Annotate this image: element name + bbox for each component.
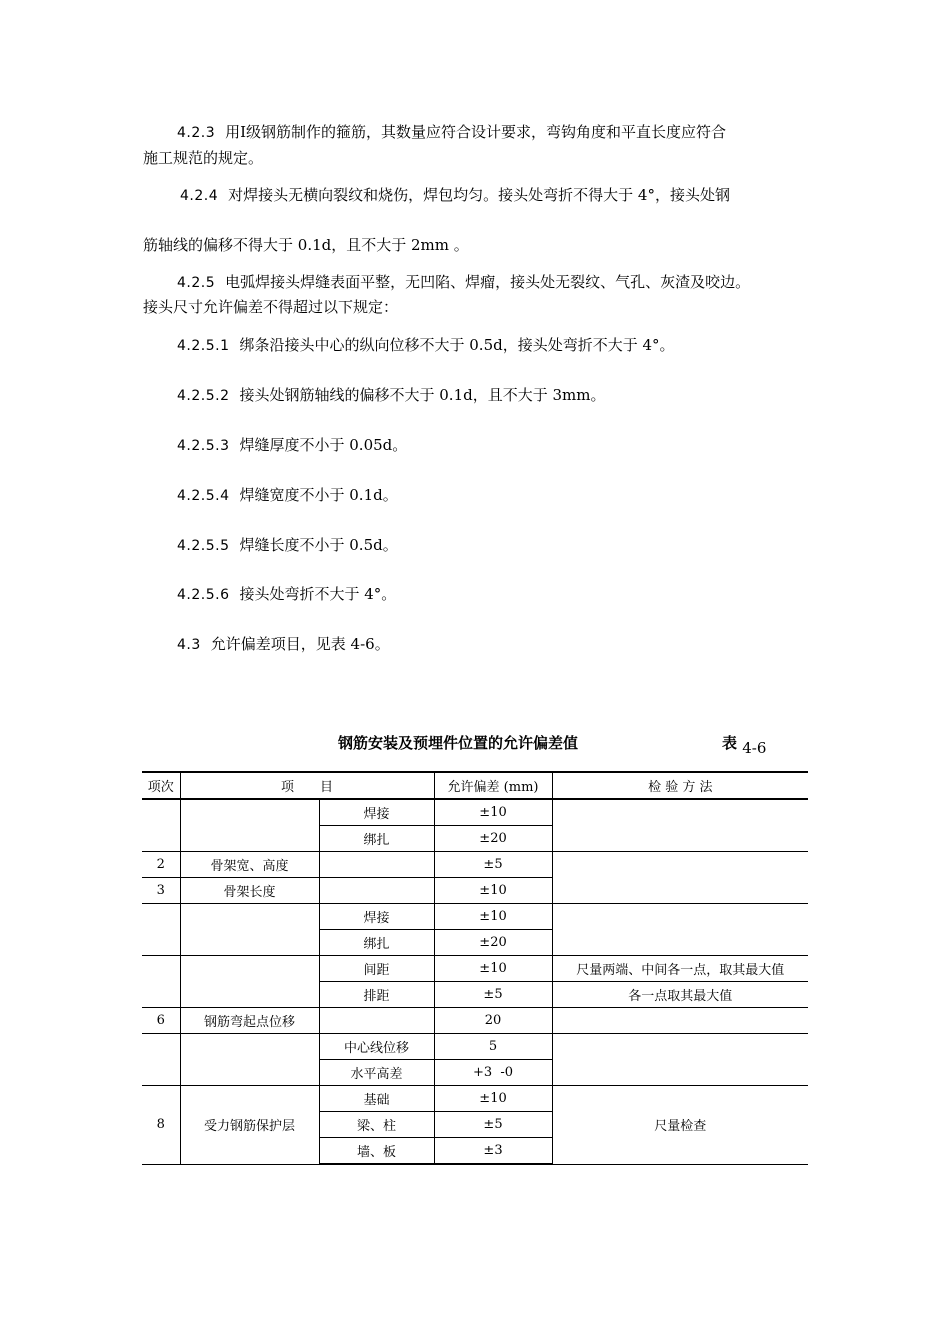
cell-item bbox=[180, 1034, 319, 1086]
clause-text: 绑条沿接头中心的纵向位移不大于 0.5d，接头处弯折不大于 4°。 bbox=[239, 336, 675, 354]
clause-number: 4.3 bbox=[177, 637, 201, 653]
cell-item bbox=[180, 956, 319, 1008]
clause-number: 4.2.5.3 bbox=[177, 438, 230, 454]
cell-tol: ±20 bbox=[434, 826, 552, 852]
cell-tol: 5 bbox=[434, 1034, 552, 1060]
header-no: 项次 bbox=[142, 772, 180, 799]
cell-no: 6 bbox=[142, 1008, 180, 1034]
cell-item: 骨架宽、高度 bbox=[180, 852, 319, 878]
cell-sub: 排距 bbox=[319, 982, 434, 1008]
cell-item: 受力钢筋保护层 bbox=[180, 1086, 319, 1165]
clause-text: 焊缝长度不小于 0.5d。 bbox=[239, 536, 398, 554]
clause-text: 电弧焊接头焊缝表面平整，无凹陷、焊瘤，接头处无裂纹、气孔、灰渣及咬边。 bbox=[225, 273, 751, 291]
cell-sub: 梁、柱 bbox=[319, 1112, 434, 1138]
cell-sub bbox=[319, 878, 434, 904]
cell-method bbox=[552, 1008, 808, 1034]
clause-number: 4.2.5.4 bbox=[177, 488, 230, 504]
para-4-2-5-2 bbox=[177, 383, 605, 408]
table-row bbox=[142, 1008, 808, 1034]
cell-method: 各一点取其最大值 bbox=[552, 982, 808, 1008]
cell-item bbox=[180, 799, 319, 852]
cell-tol: ±3 bbox=[434, 1138, 552, 1165]
clause-number: 4.2.3 bbox=[177, 125, 216, 141]
para-4-2-5 bbox=[177, 270, 750, 295]
cell-method: 尺量检查 bbox=[552, 1086, 808, 1165]
cell-tol: ±10 bbox=[434, 956, 552, 982]
clause-number: 4.2.5 bbox=[177, 275, 216, 291]
table-row bbox=[142, 799, 808, 826]
cell-tol: ±10 bbox=[434, 1086, 552, 1112]
cell-tol: ±20 bbox=[434, 930, 552, 956]
header-method: 检 验 方 法 bbox=[552, 772, 808, 799]
cell-no bbox=[142, 904, 180, 956]
table-label: 表 bbox=[722, 734, 738, 752]
cell-no bbox=[142, 799, 180, 852]
clause-number: 4.2.5.1 bbox=[177, 338, 230, 354]
clause-text: 焊缝宽度不小于 0.1d。 bbox=[239, 486, 398, 504]
cell-tol: ±5 bbox=[434, 982, 552, 1008]
header-item: 项 目 bbox=[180, 772, 434, 799]
clause-text: 焊缝厚度不小于 0.05d。 bbox=[239, 436, 408, 454]
clause-text: 允许偏差项目，见表 4-6。 bbox=[210, 635, 390, 653]
cell-sub: 水平高差 bbox=[319, 1060, 434, 1086]
cell-no bbox=[142, 956, 180, 1008]
cell-tol: ±10 bbox=[434, 878, 552, 904]
cell-tol: +3 -0 bbox=[434, 1060, 552, 1086]
para-4-2-4-cont: 筋轴线的偏移不得大于 0.1d，且不大于 2mm 。 bbox=[143, 236, 469, 254]
cell-item: 钢筋弯起点位移 bbox=[180, 1008, 319, 1034]
cell-item bbox=[180, 904, 319, 956]
cell-sub: 墙、板 bbox=[319, 1138, 434, 1165]
cell-tol: ±10 bbox=[434, 904, 552, 930]
para-4-2-5-cont: 接头尺寸允许偏差不得超过以下规定： bbox=[143, 298, 399, 316]
cell-method: 尺量两端、中间各一点，取其最大值 bbox=[552, 956, 808, 982]
cell-tol: ±10 bbox=[434, 799, 552, 826]
clause-text: 接头处钢筋轴线的偏移不大于 0.1d，且不大于 3mm。 bbox=[239, 386, 606, 404]
cell-method bbox=[552, 799, 808, 852]
para-4-2-5-3 bbox=[177, 433, 407, 458]
para-4-2-3-cont: 施工规范的规定。 bbox=[143, 149, 264, 167]
cell-sub: 中心线位移 bbox=[319, 1034, 434, 1060]
para-4-3 bbox=[177, 632, 390, 657]
cell-sub: 绑扎 bbox=[319, 826, 434, 852]
cell-sub: 绑扎 bbox=[319, 930, 434, 956]
para-4-2-5-1 bbox=[177, 333, 675, 358]
tolerance-table bbox=[142, 771, 808, 1165]
para-4-2-5-4 bbox=[177, 483, 398, 508]
table-number bbox=[722, 732, 767, 757]
cell-sub bbox=[319, 852, 434, 878]
table-row bbox=[142, 852, 808, 878]
clause-text: 对焊接头无横向裂纹和烧伤，焊包均匀。接头处弯折不得大于 4°，接头处钢 bbox=[228, 186, 730, 204]
clause-number: 4.2.5.2 bbox=[177, 388, 230, 404]
header-tolerance: 允许偏差 (mm) bbox=[434, 772, 552, 799]
cell-method bbox=[552, 904, 808, 956]
cell-tol: 20 bbox=[434, 1008, 552, 1034]
clause-number: 4.2.4 bbox=[180, 188, 219, 204]
table-number-value: 4-6 bbox=[742, 739, 767, 757]
table-row bbox=[142, 1086, 808, 1112]
cell-sub: 基础 bbox=[319, 1086, 434, 1112]
table-caption: 钢筋安装及预埋件位置的允许偏差值 bbox=[338, 734, 579, 752]
para-4-2-3 bbox=[177, 120, 726, 145]
cell-method bbox=[552, 1034, 808, 1086]
cell-method bbox=[552, 852, 808, 904]
clause-text: 用Ⅰ级钢筋制作的箍筋，其数量应符合设计要求，弯钩角度和平直长度应符合 bbox=[225, 123, 727, 141]
cell-sub bbox=[319, 1008, 434, 1034]
cell-no: 8 bbox=[142, 1086, 180, 1165]
cell-item: 骨架长度 bbox=[180, 878, 319, 904]
table-row bbox=[142, 1034, 808, 1060]
table-row bbox=[142, 904, 808, 930]
clause-number: 4.2.5.5 bbox=[177, 538, 230, 554]
table-header-row bbox=[142, 772, 808, 799]
cell-no: 3 bbox=[142, 878, 180, 904]
cell-no: 2 bbox=[142, 852, 180, 878]
cell-sub: 焊接 bbox=[319, 904, 434, 930]
table-row bbox=[142, 956, 808, 982]
cell-tol: ±5 bbox=[434, 852, 552, 878]
cell-no bbox=[142, 1034, 180, 1086]
para-4-2-5-5 bbox=[177, 533, 398, 558]
cell-sub: 焊接 bbox=[319, 799, 434, 826]
cell-tol: ±5 bbox=[434, 1112, 552, 1138]
clause-text: 接头处弯折不大于 4°。 bbox=[239, 585, 397, 603]
cell-sub: 间距 bbox=[319, 956, 434, 982]
para-4-2-5-6 bbox=[177, 582, 396, 607]
para-4-2-4 bbox=[180, 183, 730, 208]
clause-number: 4.2.5.6 bbox=[177, 587, 230, 603]
